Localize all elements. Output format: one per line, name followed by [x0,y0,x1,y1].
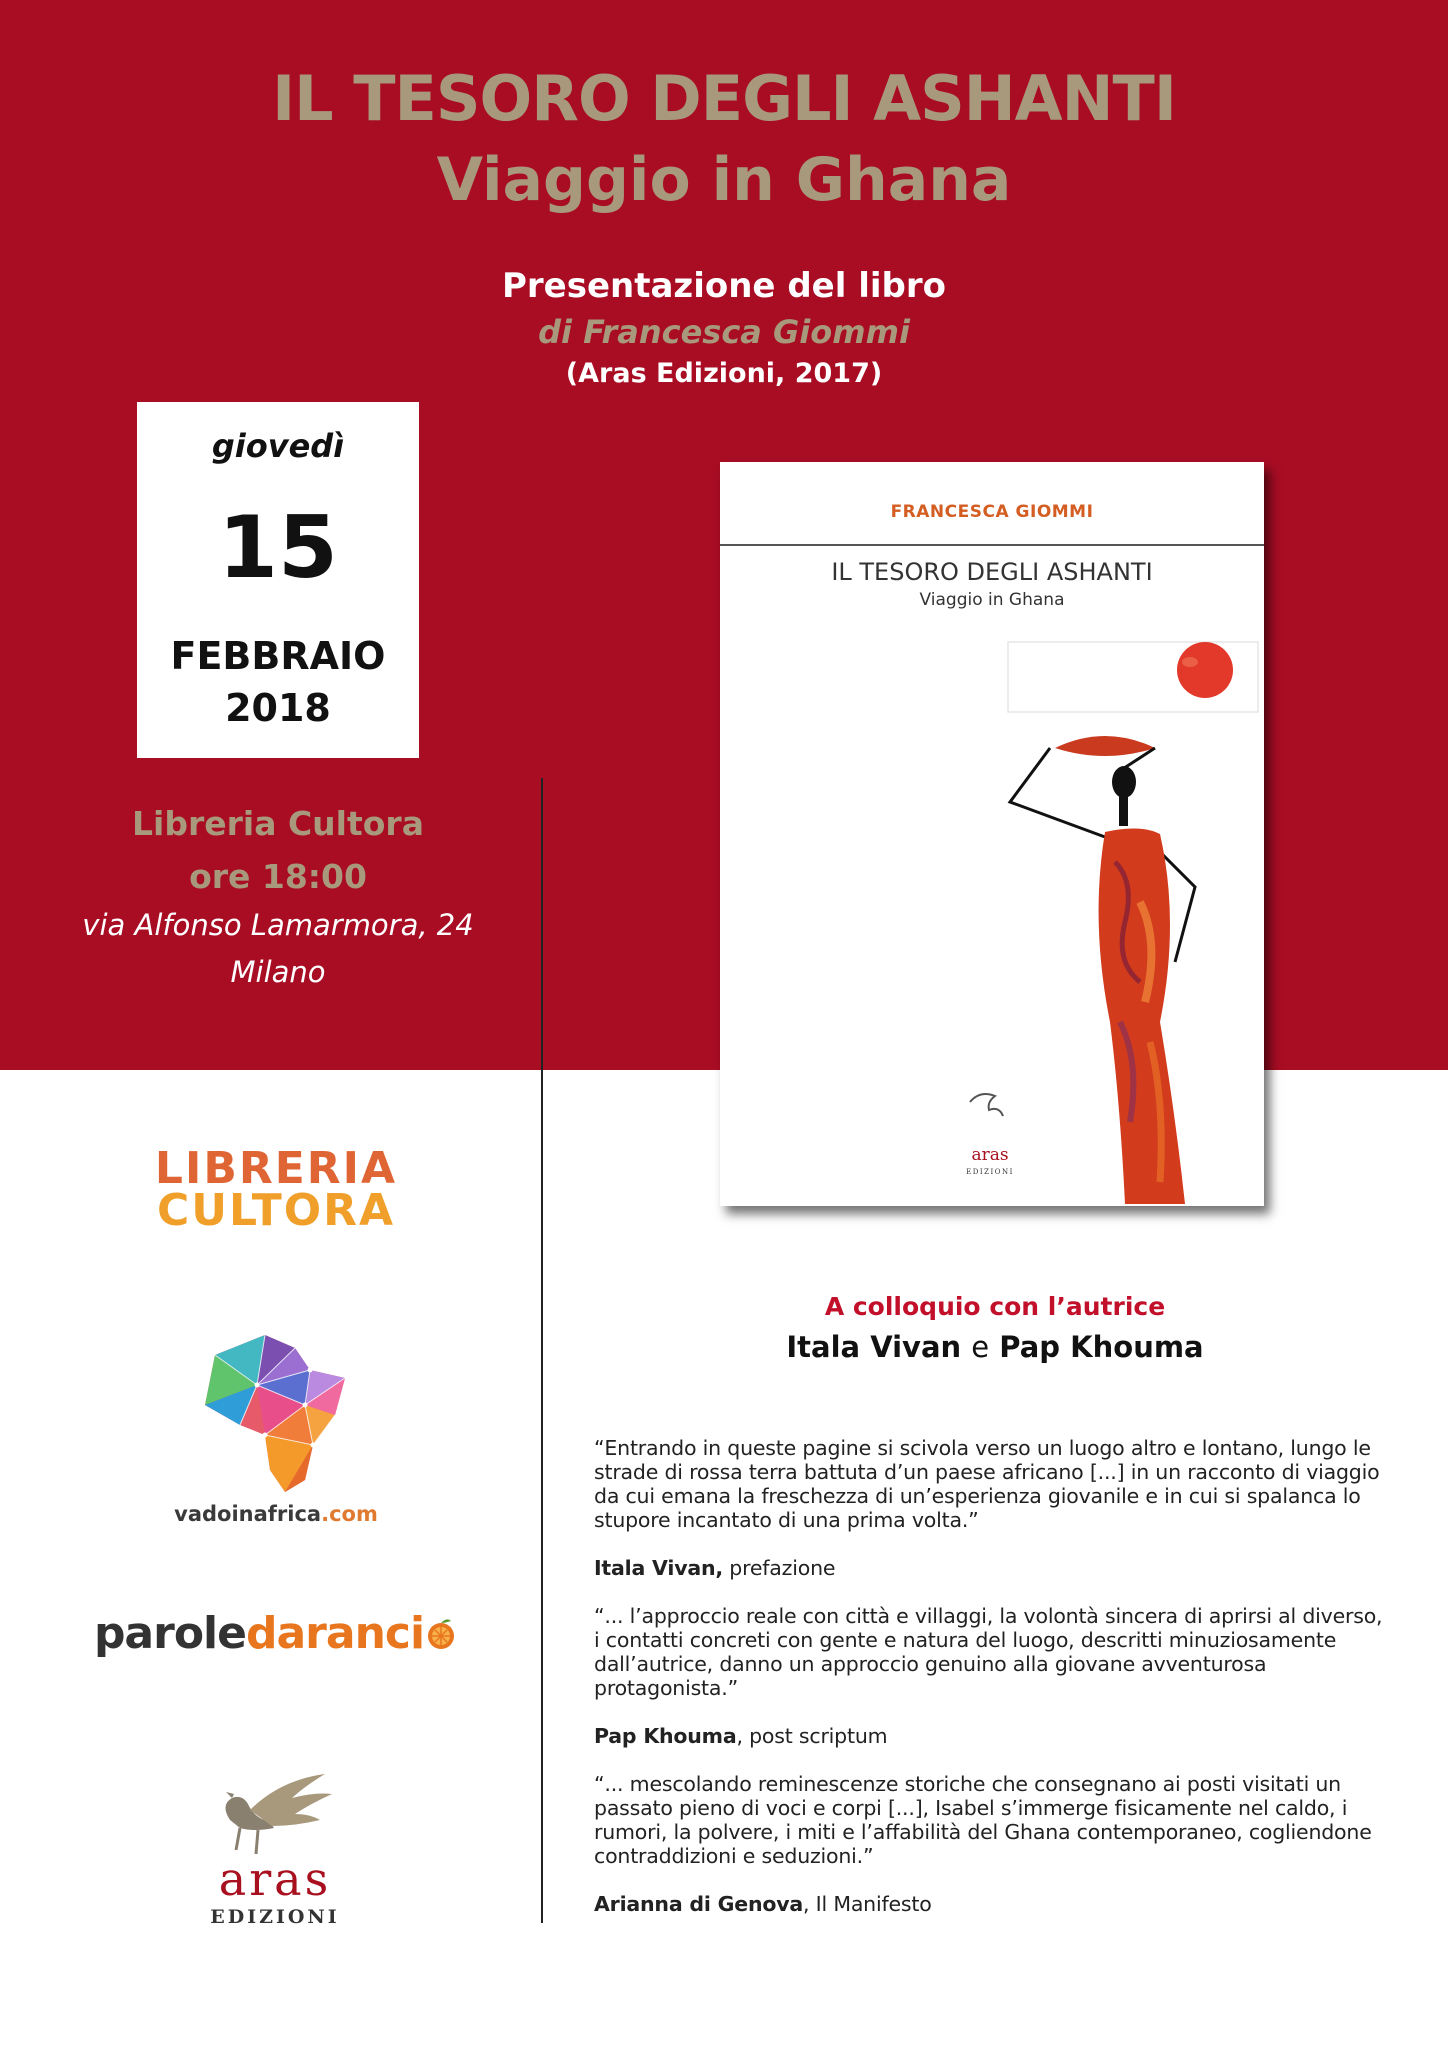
parole-part-a: parole [93,1608,246,1659]
venue-address: via Alfonso Lamarmora, 24 [82,908,474,942]
quote-role: , Il Manifesto [803,1892,932,1916]
presentation-label: Presentazione del libro [501,266,946,306]
date-day: 15 [218,498,338,598]
conversation-guests [600,1330,1390,1364]
venue-city: Milano [230,955,326,989]
quote-author: Itala Vivan, [594,1556,723,1580]
vadoinafrica-logo [100,1502,452,1526]
cover-subtitle: Viaggio in Ghana [919,590,1065,610]
book-title: IL TESORO DEGLI ASHANTI [272,62,1176,135]
cover-title: IL TESORO DEGLI ASHANTI [831,558,1153,586]
author-line: di Francesca Giommi [538,313,910,351]
libreria-cultora-logo [100,1143,452,1236]
date-weekday: giovedì [211,427,345,465]
cover-publisher-word: aras [971,1145,1009,1165]
vado-name: vadoinafrica [174,1502,322,1526]
quote-attribution [594,1556,1394,1580]
aras-horse-icon [210,1770,340,1860]
quote-text: “... mescolando reminescenze storiche che consegnano ai posti visitati un passato pieno di voci e corpi [...], Isabel s’immerge fisicamente nel caldo, i rumori, la polvere, i miti e l’affabilità del Ghana contemporaneo, cogliendone contraddizioni e seduzioni.” [594,1772,1372,1868]
book-cover [720,462,1264,1206]
vertical-divider [541,778,543,1923]
parole-part-b: daranci [245,1608,425,1659]
paroledarancio-logo [80,1608,472,1659]
date-year: 2018 [225,686,331,730]
date-box [137,402,419,758]
quote-attribution [594,1724,1394,1748]
libreria-logo-line2: CULTORA [156,1185,396,1236]
cover-publisher-sub: EDIZIONI [966,1168,1014,1176]
review-quotes [594,1436,1394,1940]
conversation-intro: A colloquio con l’autrice [824,1292,1166,1321]
guest-1: Itala Vivan [786,1330,962,1364]
orange-slice-icon [424,1617,458,1651]
publisher-line: (Aras Edizioni, 2017) [565,358,883,389]
quote-text: “Entrando in queste pagine si scivola verso un luogo altro e lontano, lungo le strade di rossa terra battuta d’un paese africano [...] in un racconto di viaggio da cui emana la freschezza di un’esperienza giovanile e in cui si spalanca lo stupore incantato di una prima volta.” [594,1436,1380,1532]
date-month: FEBBRAIO [170,634,386,678]
quote-attribution [594,1892,1394,1916]
cover-author: FRANCESCA GIOMMI [890,502,1094,522]
africa-map-icon [195,1330,360,1495]
venue-name: Libreria Cultora [132,804,424,843]
guest-conj: e [971,1330,990,1364]
quote-role: , post scriptum [736,1724,888,1748]
guest-2: Pap Khouma [999,1330,1204,1364]
aras-logo-word: aras [218,1852,332,1906]
vado-tld: .com [321,1502,378,1526]
venue-time: ore 18:00 [189,857,367,896]
aras-logo-sub: EDIZIONI [210,1906,340,1928]
quote-author: Pap Khouma [594,1724,737,1748]
quote-role: prefazione [722,1556,836,1580]
libreria-logo-line1: LIBRERIA [154,1143,398,1194]
quote-text: “... l’approccio reale con città e villaggi, la volontà sincera di aprirsi al diverso, i contatti concreti con gente e natura del luogo, descritti minuziosamente dall’autrice, danno un approccio genuino alla giovane avventurosa protagonista.” [594,1604,1383,1700]
cover-illustration [720,462,1264,1206]
quote-author: Arianna di Genova [594,1892,804,1916]
book-subtitle: Viaggio in Ghana [436,145,1012,215]
